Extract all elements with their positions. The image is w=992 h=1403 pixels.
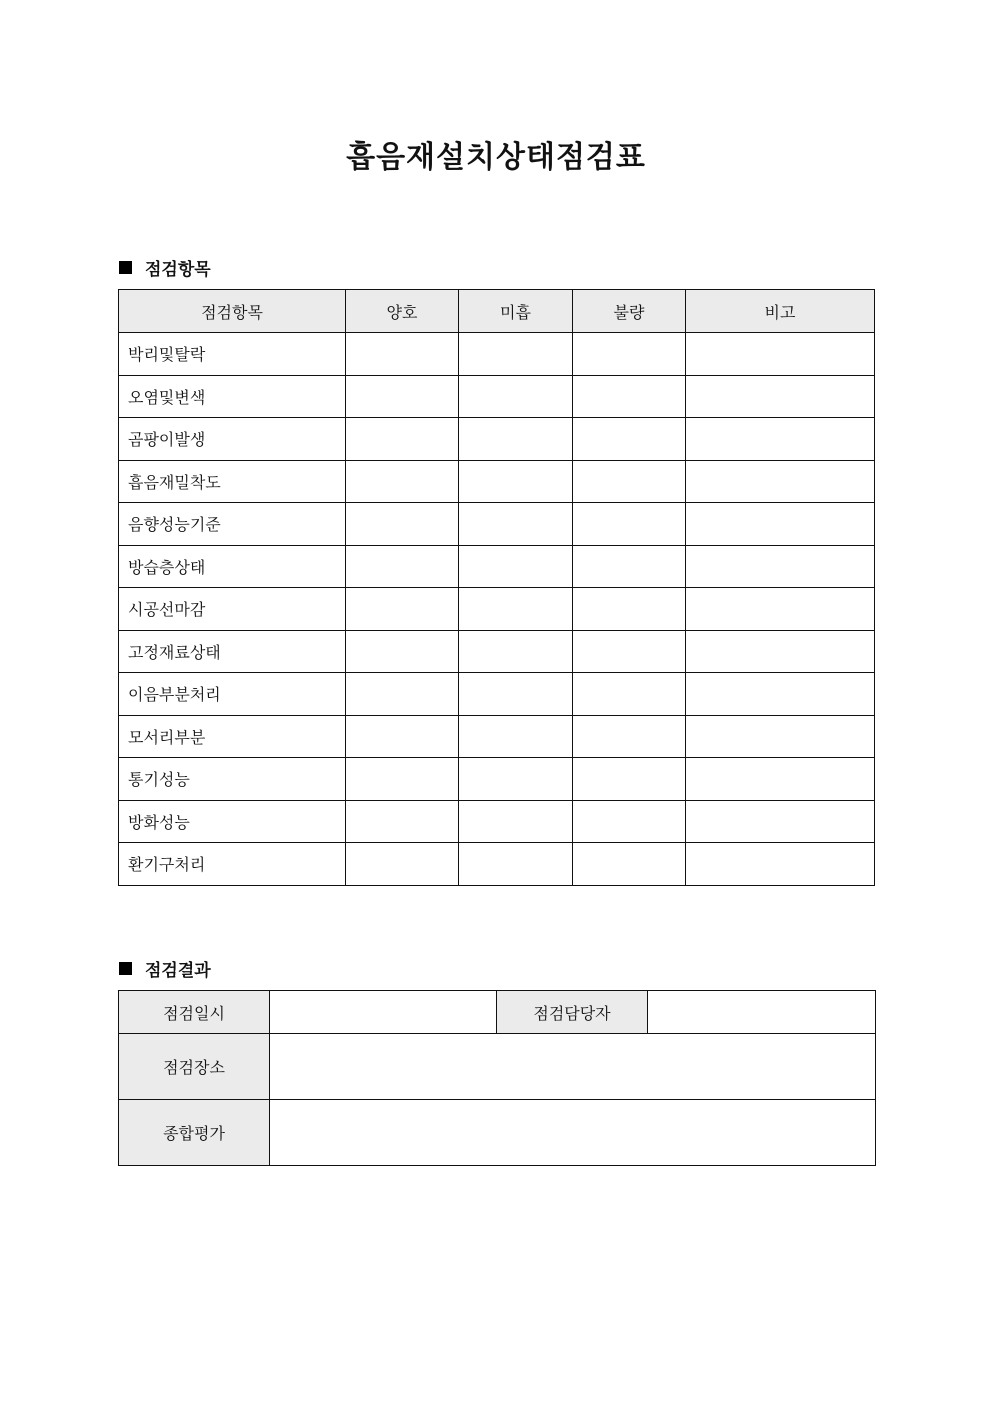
poor-cell[interactable]: [459, 758, 573, 801]
bad-cell[interactable]: [573, 673, 686, 716]
section-heading-inspection-items: [119, 255, 211, 280]
inspection-item-label: 고정재료상태: [119, 630, 346, 673]
poor-cell[interactable]: [459, 418, 573, 461]
good-cell[interactable]: [346, 673, 459, 716]
bad-cell[interactable]: [573, 375, 686, 418]
bad-cell[interactable]: [573, 503, 686, 546]
section-heading-label: 점검결과: [145, 961, 211, 981]
good-cell[interactable]: [346, 843, 459, 886]
bad-cell[interactable]: [573, 630, 686, 673]
table-row: [119, 715, 875, 758]
remarks-cell[interactable]: [686, 588, 875, 631]
column-header-item: 점검항목: [119, 290, 346, 333]
remarks-cell[interactable]: [686, 715, 875, 758]
good-cell[interactable]: [346, 588, 459, 631]
good-cell[interactable]: [346, 715, 459, 758]
overall-evaluation-field[interactable]: [270, 1100, 876, 1166]
good-cell[interactable]: [346, 545, 459, 588]
poor-cell[interactable]: [459, 375, 573, 418]
inspection-item-label: 흡음재밀착도: [119, 460, 346, 503]
date-field[interactable]: [270, 991, 497, 1034]
inspector-label: 점검담당자: [497, 991, 648, 1034]
table-row: [119, 758, 875, 801]
remarks-cell[interactable]: [686, 758, 875, 801]
location-field[interactable]: [270, 1034, 876, 1100]
bad-cell[interactable]: [573, 758, 686, 801]
inspection-items-table: [118, 289, 875, 886]
good-cell[interactable]: [346, 800, 459, 843]
good-cell[interactable]: [346, 758, 459, 801]
inspection-item-label: 시공선마감: [119, 588, 346, 631]
poor-cell[interactable]: [459, 673, 573, 716]
column-header-good: 양호: [346, 290, 459, 333]
table-header-row: [119, 290, 875, 333]
table-row: [119, 460, 875, 503]
column-header-bad: 불량: [573, 290, 686, 333]
table-row: [119, 843, 875, 886]
table-row: [119, 1034, 876, 1100]
page-title: 흡음재설치상태점검표: [346, 140, 646, 175]
inspection-item-label: 오염및변색: [119, 375, 346, 418]
section-heading-label: 점검항목: [145, 260, 211, 280]
inspection-item-label: 음향성능기준: [119, 503, 346, 546]
table-row: [119, 1100, 876, 1166]
inspection-results-table: [118, 990, 876, 1166]
bad-cell[interactable]: [573, 545, 686, 588]
table-row: [119, 545, 875, 588]
poor-cell[interactable]: [459, 800, 573, 843]
poor-cell[interactable]: [459, 715, 573, 758]
remarks-cell[interactable]: [686, 630, 875, 673]
bad-cell[interactable]: [573, 800, 686, 843]
square-bullet-icon: [119, 261, 132, 274]
inspector-field[interactable]: [648, 991, 876, 1034]
poor-cell[interactable]: [459, 630, 573, 673]
poor-cell[interactable]: [459, 460, 573, 503]
table-row: [119, 800, 875, 843]
inspection-item-label: 곰팡이발생: [119, 418, 346, 461]
remarks-cell[interactable]: [686, 503, 875, 546]
remarks-cell[interactable]: [686, 375, 875, 418]
column-header-poor: 미흡: [459, 290, 573, 333]
poor-cell[interactable]: [459, 545, 573, 588]
poor-cell[interactable]: [459, 843, 573, 886]
square-bullet-icon: [119, 962, 132, 975]
remarks-cell[interactable]: [686, 418, 875, 461]
bad-cell[interactable]: [573, 843, 686, 886]
bad-cell[interactable]: [573, 460, 686, 503]
table-row: [119, 375, 875, 418]
inspection-item-label: 방습층상태: [119, 545, 346, 588]
inspection-item-label: 박리및탈락: [119, 333, 346, 376]
table-row: [119, 333, 875, 376]
date-label: 점검일시: [119, 991, 270, 1034]
good-cell[interactable]: [346, 460, 459, 503]
inspection-item-label: 모서리부분: [119, 715, 346, 758]
table-row: [119, 503, 875, 546]
table-row: [119, 418, 875, 461]
bad-cell[interactable]: [573, 715, 686, 758]
overall-evaluation-label: 종합평가: [119, 1100, 270, 1166]
bad-cell[interactable]: [573, 418, 686, 461]
table-row: [119, 588, 875, 631]
remarks-cell[interactable]: [686, 673, 875, 716]
remarks-cell[interactable]: [686, 460, 875, 503]
good-cell[interactable]: [346, 375, 459, 418]
remarks-cell[interactable]: [686, 333, 875, 376]
section-heading-results: [119, 956, 211, 981]
poor-cell[interactable]: [459, 503, 573, 546]
table-row: [119, 991, 876, 1034]
good-cell[interactable]: [346, 630, 459, 673]
column-header-remarks: 비고: [686, 290, 875, 333]
good-cell[interactable]: [346, 503, 459, 546]
bad-cell[interactable]: [573, 588, 686, 631]
poor-cell[interactable]: [459, 588, 573, 631]
remarks-cell[interactable]: [686, 545, 875, 588]
poor-cell[interactable]: [459, 333, 573, 376]
inspection-item-label: 방화성능: [119, 800, 346, 843]
bad-cell[interactable]: [573, 333, 686, 376]
location-label: 점검장소: [119, 1034, 270, 1100]
table-row: [119, 673, 875, 716]
remarks-cell[interactable]: [686, 800, 875, 843]
remarks-cell[interactable]: [686, 843, 875, 886]
good-cell[interactable]: [346, 333, 459, 376]
table-row: [119, 630, 875, 673]
inspection-item-label: 환기구처리: [119, 843, 346, 886]
inspection-item-label: 통기성능: [119, 758, 346, 801]
good-cell[interactable]: [346, 418, 459, 461]
inspection-item-label: 이음부분처리: [119, 673, 346, 716]
